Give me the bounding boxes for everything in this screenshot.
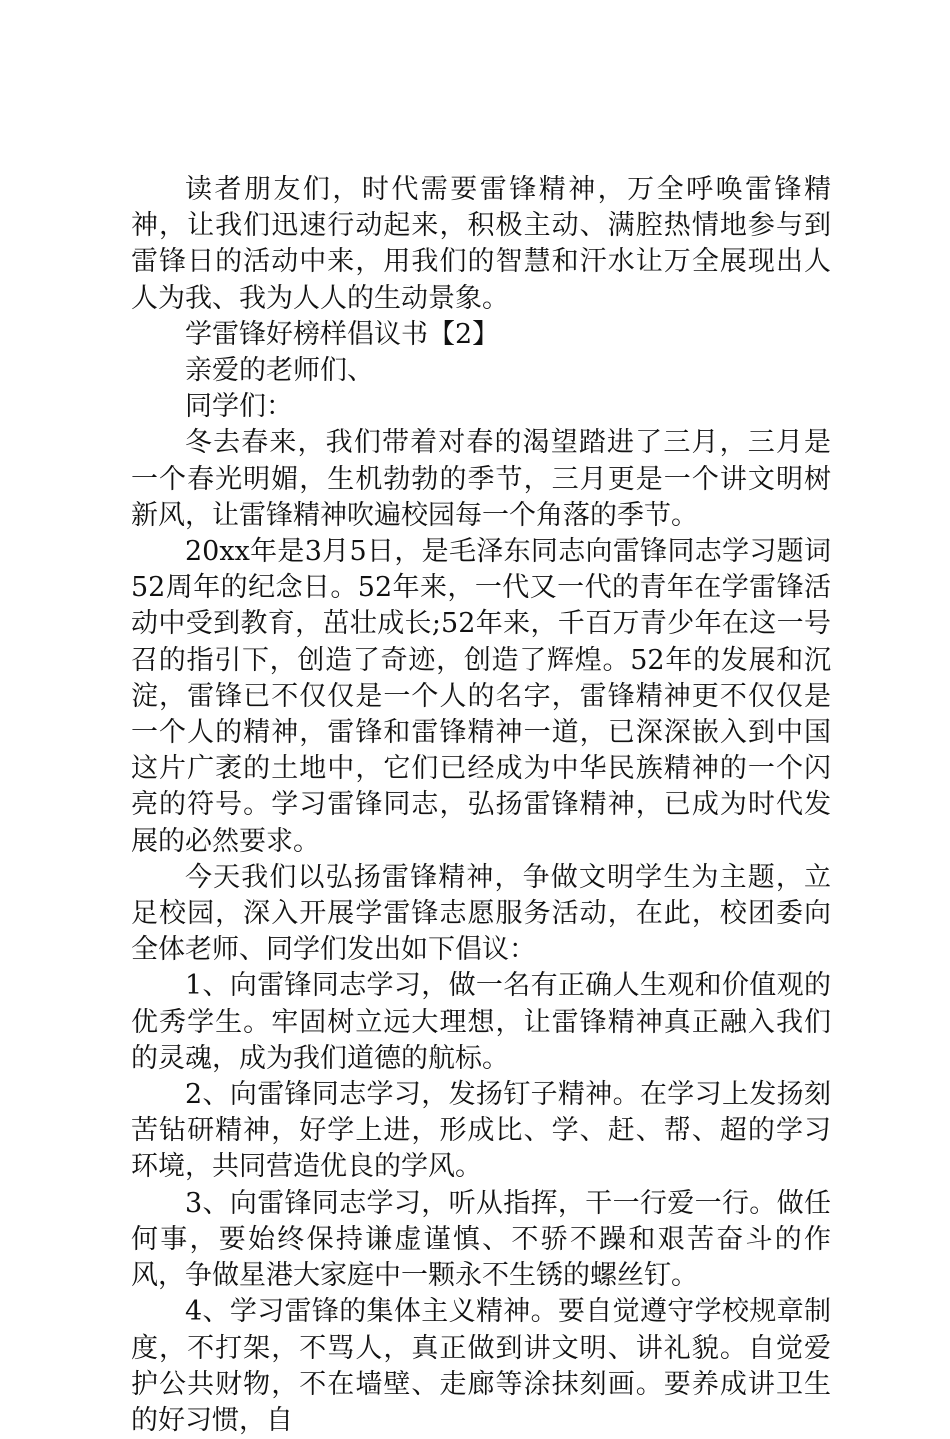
salutation-teachers: 亲爱的老师们、	[185, 355, 374, 387]
paragraph-spring-intro: 冬去春来，我们带着对春的渴望踏进了三月，三月是一个春光明媚，生机勃勃的季节，三月更是一个讲文明树新风，让雷锋精神吹遍校园每一个角落的季节。	[131, 427, 831, 531]
list-item-4: 4、学习雷锋的集体主义精神。要自觉遵守学校规章制度，不打架，不骂人，真正做到讲文明、讲礼貌。自觉爱护公共财物，不在墙壁、走廊等涂抹刻画。要养成讲卫生的好习惯，自	[131, 1296, 831, 1436]
salutation-students: 同学们：	[185, 391, 293, 423]
paragraph-closing-appeal: 读者朋友们，时代需要雷锋精神，万全呼唤雷锋精神，让我们迅速行动起来，积极主动、满腔热情地参与到雷锋日的活动中来，用我们的智慧和汗水让万全展现出人人为我、我为人人的生动景象。	[131, 174, 831, 314]
paragraph-anniversary: 20xx年是3月5日，是毛泽东同志向雷锋同志学习题词52周年的纪念日。52年来，一代又一代的青年在学雷锋活动中受到教育，茁壮成长;52年来，千百万青少年在这一号召的指引下，创造了奇迹，创造了辉煌。52年的发展和沉淀，雷锋已不仅仅是一个人的名字，雷锋精神更不仅仅是一个人的精神，雷锋和雷锋精神一道，已深深嵌入到中国这片广袤的土地中，它们已经成为中华民族精神的一个闪亮的符号。学习雷锋同志，弘扬雷锋精神，已成为时代发展的必然要求。	[131, 536, 831, 857]
list-item-3: 3、向雷锋同志学习，听从指挥，干一行爱一行。做任何事，要始终保持谦虚谨慎、不骄不躁和艰苦奋斗的作风，争做星港大家庭中一颗永不生锈的螺丝钉。	[131, 1187, 831, 1292]
list-item-1: 1、向雷锋同志学习，做一名有正确人生观和价值观的优秀学生。牢固树立远大理想，让雷锋精神真正融入我们的灵魂，成为我们道德的航标。	[131, 970, 831, 1074]
document-body	[131, 172, 831, 1439]
section-heading: 学雷锋好榜样倡议书【2】	[185, 318, 500, 350]
paragraph-theme: 今天我们以弘扬雷锋精神，争做文明学生为主题，立足校园，深入开展学雷锋志愿服务活动，在此，校团委向全体老师、同学们发出如下倡议：	[131, 861, 831, 966]
list-item-2: 2、向雷锋同志学习，发扬钉子精神。在学习上发扬刻苦钻研精神，好学上进，形成比、学、赶、帮、超的学习环境，共同营造优良的学风。	[131, 1079, 831, 1183]
